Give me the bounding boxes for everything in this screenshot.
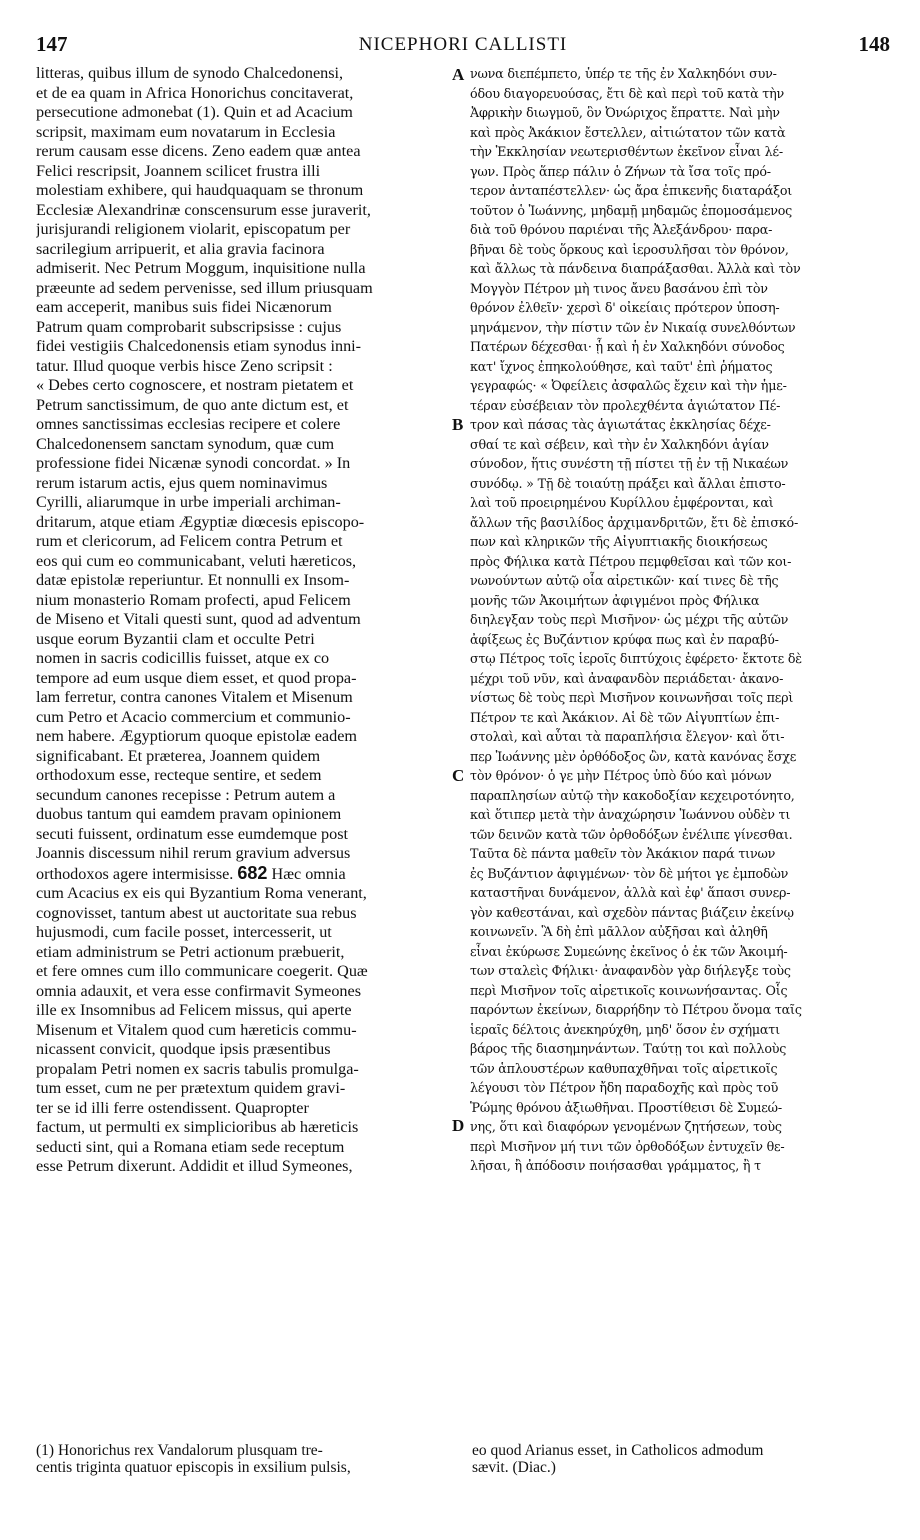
greek-text-line: περὶ Μισῆνον μή τινι τῶν ὀρθοδόξων ἐντυχεῖν θε-	[470, 1138, 785, 1154]
latin-text-fragment: Hæc omnia	[271, 864, 346, 883]
greek-text-line: σύνοδον, ἥτις συνέστη τῇ πίστει τῇ ἐν τῇ Νικαέων	[470, 456, 789, 471]
latin-text-line: præeunte ad sedem pervenisse, sed illum priusquam	[36, 278, 373, 297]
latin-text-line: Ecclesiæ Alexandrinæ conscensurum esse juraverit,	[36, 200, 371, 219]
latin-text-line: dritarum, atque etiam Ægyptiæ diœcesis episcopo-	[36, 512, 365, 531]
latin-text-line: secuti fuissent, ordinatum esse eumdemque post	[36, 824, 348, 843]
section-marker-c: C	[452, 766, 465, 785]
greek-text-line: βῆναι δὲ τοὺς ὅρκους καὶ ἱεροσυλῆσαι τὸν θρόνον,	[470, 241, 789, 257]
greek-text-line: καὶ ἄλλως τὰ πάνδεινα διαπράξασθαι. Ἀλλὰ καὶ τὸν	[470, 261, 801, 276]
latin-text-line: molestiam exhibere, qui haudquaquam se thronum	[36, 181, 364, 199]
greek-text-line: νης, ὅτι καὶ διαφόρων γενομένων ζητήσεων, τοὺς	[470, 1119, 782, 1134]
latin-text-line: usque eorum Byzantii clam et occulte Petri	[36, 629, 315, 648]
latin-text-line: admiserit. Nec Petrum Moggum, inquisitione nulla	[36, 259, 366, 277]
greek-text-line: διὰ τοῦ θρόνου παριέναι τῆς Ἀλεξάνδρου· παρα-	[470, 222, 773, 237]
latin-text-line: Joannis discessum nihil rerum gravium adversus	[36, 844, 351, 862]
greek-text-line: Πέτρον τε καὶ Ἀκάκιον. Αἱ δὲ τῶν Αἰγυπτίων ἐπι-	[470, 709, 780, 725]
greek-text-line: βάρος τῆς διασημηνάντων. Ταύτῃ τοι καὶ πολλοὺς	[470, 1041, 787, 1056]
greek-text-line: τὴν Ἐκκλησίαν νεωτερισθέντων ἐκεῖνον εἶναι λέ-	[470, 144, 783, 159]
page-header	[36, 32, 890, 62]
latin-text-line: jurisjurandi religionem violarit, episcopatum per	[36, 220, 351, 238]
latin-text-line: omnes sanctissimas ecclesias recipere et colere	[36, 415, 341, 433]
greek-text-line: στῳ Πέτρος τοῖς ἱεροῖς διπτύχοις ἐφέρετο· ἔκτοτε δὲ	[470, 651, 802, 666]
greek-text-line: συνόδῳ. » Τῇ δὲ τοιαύτῃ πράξει καὶ ἄλλαι ἐπιστο-	[470, 475, 786, 491]
right-page-number: 148	[858, 32, 890, 56]
greek-text-line: σθαί τε καὶ σέβειν, καὶ τὴν ἐν Χαλκηδόνι ἁγίαν	[470, 436, 769, 452]
latin-column	[36, 64, 450, 1177]
latin-text-line: professione fidei Nicænæ synodi concordat. » In	[36, 454, 351, 472]
greek-column	[470, 64, 890, 1176]
section-marker-b: B	[452, 415, 464, 434]
greek-text-line: γεγραφώς· « Ὀφείλεις ἀσφαλῶς ἔχειν καὶ τὴν ἡμε-	[470, 378, 787, 393]
greek-text-line: γὸν καθεστάναι, καὶ σχεδὸν πάντας βιάζειν ἐκείνῳ	[470, 904, 794, 920]
footnote-line: sævit. (Diac.)	[472, 1459, 556, 1476]
greek-text-line: κοινωνεῖν. Ἃ δὴ ἐπὶ μᾶλλον αὐξῆσαι καὶ ἀληθῆ	[470, 924, 768, 939]
greek-text-line: νίστως δὲ τοὺς περὶ Μισῆνον κοινωνῆσαι τοῖς περὶ	[470, 690, 794, 705]
footnote-line: centis triginta quatuor episcopis in exsilium pulsis,	[36, 1459, 351, 1476]
greek-text-line: ἄλλων τῆς βασιλίδος ἀρχιμανδριτῶν, ἔτι δὲ ἐπισκό-	[470, 514, 799, 530]
latin-text-line: nem habere. Ægyptiorum quoque epistolæ eadem	[36, 727, 357, 745]
greek-text-line: Ἀφρικὴν διωγμοῦ, ὃν Ὀνώριχος ἔπραττε. Ναὶ μὴν	[470, 105, 780, 120]
latin-text-line: Misenum et Vitalem quod cum hæreticis commu-	[36, 1020, 357, 1039]
latin-text-line: cognovisset, tantum abest ut auctoritate sua rebus	[36, 903, 357, 922]
latin-text-line: rerum istarum actis, ejus quem nominavimus	[36, 473, 328, 492]
section-marker-a: A	[452, 65, 465, 84]
greek-text-line: ἀφίξεως ἐς Βυζάντιον κρύφα πως καὶ ἐν παραβύ-	[470, 631, 779, 647]
latin-text-line: nomen in sacris codicillis fuisset, atque ex co	[36, 649, 330, 667]
latin-text-line: significabant. Et præterea, Joannem quidem	[36, 746, 321, 765]
greek-text-line: τρον καὶ πάσας τὰς ἁγιωτάτας ἐκκλησίας δέχε-	[470, 417, 771, 432]
latin-text-line: eos qui cum eo communicabant, veluti hæreticos,	[36, 551, 357, 570]
greek-text-line: περ Ἰωάννης μὲν ὀρθόδοξος ὢν, κατὰ κανόνας ἔσχε	[470, 748, 797, 764]
greek-text-line: τοῦτον ὁ Ἰωάννης, μηδαμῇ μηδαμῶς ἐπομοσάμενος	[470, 202, 793, 218]
latin-text-line: orthodoxum esse, recteque sentire, et sedem	[36, 766, 322, 784]
latin-text-line: scripsit, maximam eum novatarum in Ecclesia	[36, 122, 336, 141]
greek-text-line: των σταλεὶς Φήλικι· ἀναφανδὸν γὰρ διήλεγξε τοὺς	[470, 963, 791, 978]
latin-text-line: etiam administrum se Petri actionum præbuerit,	[36, 942, 345, 961]
latin-text-line: sacrilegium arripuerit, et alia gravia facinora	[36, 239, 325, 258]
latin-text-line: cum Petro et Acacio commercium et communio-	[36, 707, 351, 726]
greek-text-line: διηλεγξαν τοὺς περὶ Μισῆνον· ὡς μέχρι τῆς αὐτῶν	[470, 612, 789, 627]
greek-text-line: παραπλησίων αὐτῷ τὴν κακοδοξίαν κεχειροτόνητο,	[470, 787, 795, 803]
greek-text-line: πρὸς Φήλικα κατὰ Πέτρου πεμφθεῖσαι καὶ τῶν κοι-	[470, 553, 792, 569]
greek-text-line: γων. Πρὸς ἅπερ πάλιν ὁ Ζήνων τὰ ἴσα τοῖς πρό-	[470, 163, 771, 179]
latin-text-line: tum esset, cum ne per prætextum quidem gravi-	[36, 1079, 346, 1097]
greek-text-line: λαὶ τοῦ προειρημένου Κυρίλλου ἐμφέρονται, καὶ	[470, 495, 774, 510]
greek-text-line: μηνάμενον, τὴν πίστιν τῶν ἐν Νικαίᾳ συνελθόντων	[470, 319, 796, 335]
greek-text-line: εἶναι ἐκύρωσε Συμεώνης ἐκεῖνος ὁ ἐκ τῶν Ἀκοιμή-	[470, 943, 788, 959]
latin-text-line: Felici rescripsit, Joannem scilicet frustra illi	[36, 161, 321, 180]
latin-text-line: Chalcedonensem sanctam synodum, quæ cum	[36, 434, 335, 453]
latin-text-line: ille ex Insomnibus ad Felicem missus, qui aperte	[36, 1001, 352, 1019]
greek-text-line: πων καὶ κληρικῶν τῆς Αἰγυπτιακῆς διοικήσεως	[470, 534, 768, 549]
latin-text-line: rerum causam esse dicens. Zeno eadem quæ antea	[36, 142, 361, 160]
latin-text-line: et de ea quam in Africa Honorichus concitaverat,	[36, 83, 354, 102]
latin-text-line: esse Petrum dixerunt. Addidit et illud Symeones,	[36, 1157, 353, 1175]
footnote-line: (1) Honorichus rex Vandalorum plusquam tre-	[36, 1442, 323, 1459]
greek-text-line: τῶν δεινῶν κατὰ τῶν ὀρθοδόξων ἐνέλιπε γίνεσθαι.	[470, 826, 793, 842]
latin-text-line: cum Acacius ex eis qui Byzantium Roma venerant,	[36, 884, 367, 902]
greek-text-line: λέγουσι τὸν Πέτρον ἤδη παραδοχῆς καὶ πρὸς τοῦ	[470, 1080, 779, 1095]
greek-text-line: καὶ ὅτιπερ μετὰ τὴν ἀναχώρησιν Ἰωάννου οὐδὲν τι	[470, 807, 791, 822]
latin-text-line: Petrum sanctissimum, de quo ante dictum est, et	[36, 395, 349, 414]
column-number: 682	[237, 863, 268, 883]
greek-text-line: Ταῦτα δὲ πάντα μαθεῖν τὸν Ἀκάκιον παρά τινων	[470, 846, 776, 861]
latin-text-line: omnia adauxit, et vera esse confirmavit Symeones	[36, 981, 361, 1000]
section-marker-d: D	[452, 1116, 465, 1135]
latin-text-line: propalam Petri nomen ex sacris tabulis promulga-	[36, 1059, 359, 1078]
greek-text-line: καὶ πρὸς Ἀκάκιον ἔστελλεν, αἰτιώτατον τῶν κατὰ	[470, 124, 786, 140]
latin-text-line: duobus tantum qui eamdem pravam opinionem	[36, 805, 342, 823]
latin-text-line: persecutione admonebat (1). Quin et ad Acacium	[36, 103, 353, 121]
latin-text-line: hujusmodi, cum facile posset, intercesserit, ut	[36, 923, 332, 941]
greek-text-line: τὸν θρόνον· ὁ γε μὴν Πέτρος ὑπὸ δύο καὶ μόνων	[470, 768, 772, 783]
greek-text-line: Πατέρων δέχεσθαι· ᾗ καὶ ἡ ἐν Χαλκηδόνι σύνοδος	[470, 339, 785, 354]
latin-text-line: Patrum quam comprobarit subscripsisse : cujus	[36, 317, 342, 336]
latin-text-line: factum, ut permulti ex simplicioribus ab hæreticis	[36, 1118, 359, 1136]
latin-text-line: secundum canones recepisse : Petrum autem a	[36, 785, 336, 804]
latin-text-line: tatur. Illud quoque verbis hisce Zeno scripsit :	[36, 356, 333, 375]
left-page-number: 147	[36, 32, 68, 56]
latin-text-line: fidei vestigiis Chalcedonensis etiam synodus inni-	[36, 337, 362, 355]
greek-text-line: ἱεραῖς δέλτοις ἀνεκηρύχθη, μηδ' ὅσον ἐν σχήματι	[470, 1021, 780, 1037]
greek-text-line: θρόνον ἐλθεῖν· χερσὶ δ' οἰκείαις πρότερον ὑποση-	[470, 300, 780, 315]
latin-text-line: litteras, quibus illum de synodo Chalcedonensi,	[36, 64, 344, 82]
running-title: NICEPHORI CALLISTI	[358, 34, 568, 55]
greek-text-line: καταστῆναι δυνάμενον, ἀλλὰ καὶ ἐφ' ἅπασι συνερ-	[470, 885, 791, 900]
latin-text-line: eam acceperit, manibus suis fidei Nicænorum	[36, 298, 332, 316]
latin-text-line: nicassent convicit, quodque ipsis præsentibus	[36, 1040, 331, 1058]
latin-text-line: « Debes certo cognoscere, et nostram pietatem et	[36, 376, 354, 394]
greek-text-line: στολαὶ, καὶ αὗται τὰ παραπλήσια ἔλεγον· καὶ ὅτι-	[470, 729, 785, 744]
latin-text-line: rum et clericorum, ad Felicem contra Petrum et	[36, 532, 343, 550]
latin-text-line: et fere omnes cum illo communicare coegerit. Quæ	[36, 962, 368, 980]
footnote-line: eo quod Arianus esset, in Catholicos admodum	[472, 1442, 764, 1459]
latin-text-line: ter se id illi ferre ostendissent. Quapropter	[36, 1098, 309, 1117]
latin-text-line: seducti sint, qui a Romana etiam sede receptum	[36, 1137, 345, 1156]
latin-text-line: de Miseno et Vitali questi sunt, quod ad adventum	[36, 610, 361, 628]
greek-text-line: κατ' ἴχνος ἐπηκολούθησε, καὶ ταῦτ' ἐπὶ ῥήματος	[470, 358, 773, 374]
greek-text-line: Ῥώμης θρόνου ἀξιωθῆναι. Προστίθεισι δὲ Συμεώ-	[470, 1099, 782, 1115]
greek-text-line: νωνούντων αὐτῷ οἷα αἱρετικῶν· καί τινες δὲ τῆς	[470, 573, 779, 588]
footnote-left	[36, 1442, 450, 1476]
latin-text-fragment: orthodoxos agere intermisisse.	[36, 864, 234, 883]
footnote-right	[472, 1442, 892, 1476]
greek-text-line: μέχρι τοῦ νῦν, καὶ ἀναφανδὸν περιάδεται· ἀκανο-	[470, 670, 784, 686]
latin-text-line: nium monasterio Romam profecti, apud Felicem	[36, 590, 351, 609]
greek-text-line: νωνα διεπέμπετο, ὑπέρ τε τῆς ἐν Χαλκηδόνι συν-	[470, 66, 777, 81]
latin-text-line: tempore ad eum usque diem esset, et quod propa-	[36, 668, 357, 687]
latin-text-line: datæ epistolæ reperiuntur. Et nonnulli ex Insom-	[36, 571, 350, 589]
greek-text-line: όδου διαγορευούσας, ἔτι δὲ καὶ περὶ τοῦ κατὰ τὴν	[470, 85, 785, 101]
greek-text-line: παρόντων ἐκείνων, διαρρήδην τὸ Πέτρου ὄνομα ταῖς	[470, 1002, 802, 1017]
latin-text-line	[36, 864, 450, 885]
greek-text-line: τέραν εὐσέβειαν τὸν προλεχθέντα ἁγιώτατον Πέ-	[470, 397, 781, 413]
latin-text-line: Cyrilli, aliarumque in urbe imperiali archiman-	[36, 493, 341, 511]
greek-text-line: ἐς Βυζάντιον ἀφιγμένων· τὸν δὲ μήτοι γε ἐμποδὼν	[470, 865, 789, 881]
greek-text-line: μονῆς τῶν Ἀκοιμήτων ἀφιγμένοι πρὸς Φήλικα	[470, 592, 760, 608]
greek-text-line: τερον ἀνταπέστελλεν· ὡς ἄρα ἐπικενῆς διαταράξοι	[470, 183, 793, 198]
greek-text-line: λῆσαι, ἢ ἀπόδοσιν ποιήσασθαι γράμματος, ἢ τ	[470, 1158, 761, 1173]
greek-text-line: τῶν ἁπλουστέρων καθυπαχθῆναι τοῖς αἱρετικοῖς	[470, 1060, 778, 1076]
greek-text-line: περὶ Μισῆνον τοῖς αἱρετικοῖς κοινωνήσαντας. Οἷς	[470, 982, 788, 998]
latin-text-line: lam ferretur, contra canones Vitalem et Misenum	[36, 688, 353, 706]
greek-text-line: Μογγὸν Πέτρον μὴ τινος ἄνευ βασάνου ἐπὶ τὸν	[470, 280, 768, 296]
